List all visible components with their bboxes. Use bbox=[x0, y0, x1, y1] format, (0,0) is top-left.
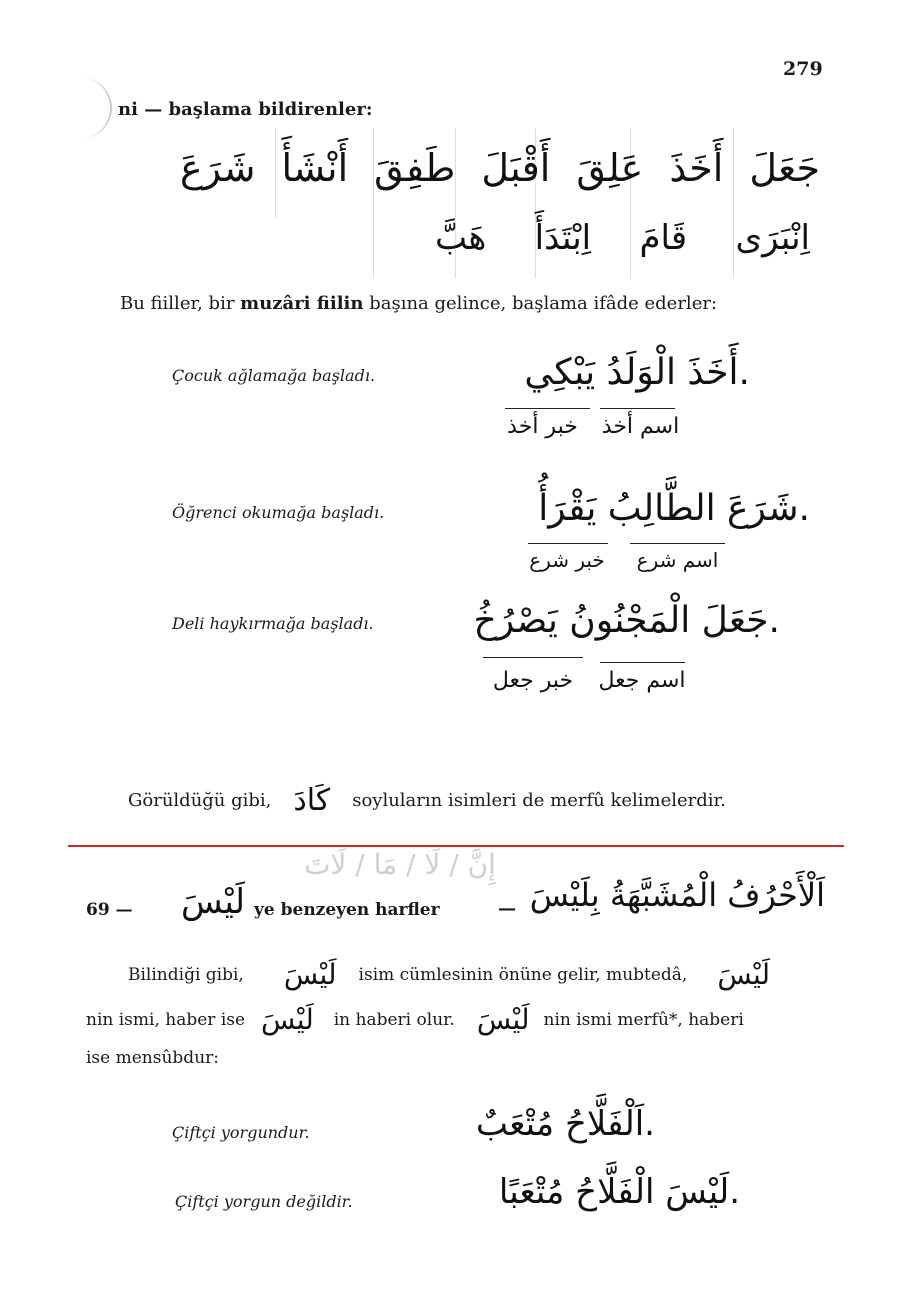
verb-item: عَلِقَ bbox=[576, 146, 644, 190]
example-2-label-khabar: خبر شرع bbox=[529, 548, 605, 572]
example-1-arabic: .أَخَذَ الْوَلَدُ يَبْكِي bbox=[524, 352, 750, 393]
p2-post: nin ismi merfû*, haberi bbox=[543, 1009, 744, 1030]
gorulduğu-pre: Görüldüğü gibi, bbox=[128, 790, 272, 811]
title-rest: başlama bildirenler: bbox=[168, 99, 373, 120]
section-title bbox=[118, 99, 372, 120]
example-1-underline-khabar bbox=[505, 408, 590, 409]
p1-laysa-end: لَيْسَ bbox=[717, 958, 771, 991]
example-2-arabic: .شَرَعَ الطَّالِبُ يَقْرَأُ bbox=[538, 488, 810, 529]
verb-item: قَامَ bbox=[639, 218, 688, 258]
gorulduğu-sentence bbox=[128, 783, 726, 818]
verb-item: اِبْتَدَأَ bbox=[534, 218, 592, 258]
section-69-dash: — bbox=[498, 898, 516, 919]
p2-pre: nin ismi, haber ise bbox=[86, 1009, 246, 1030]
p1-laysa: لَيْسَ bbox=[283, 958, 337, 991]
example-2-underline-khabar bbox=[528, 543, 608, 544]
intro-bold: muzâri fiilin bbox=[240, 293, 364, 314]
verb-item: طَفِقَ bbox=[374, 146, 456, 190]
intro-pre: Bu fiiller, bir bbox=[120, 293, 235, 314]
p1-mid: isim cümlesinin önüne gelir, mubtedâ, bbox=[358, 964, 688, 985]
ex1-arabic: .اَلْفَلَّاحُ مُتْعَبٌ bbox=[475, 1104, 655, 1144]
example-3-label-ism: اسم جعل bbox=[598, 668, 686, 693]
ex2-turkish: Çiftçi yorgun değildir. bbox=[175, 1192, 353, 1211]
verbs-row-1 bbox=[180, 146, 820, 190]
section-69-number: 69 — bbox=[86, 900, 133, 920]
paragraph-line-1 bbox=[128, 958, 828, 991]
verb-item: شَرَعَ bbox=[180, 146, 256, 190]
verb-item: اِنْبَرَى bbox=[735, 218, 810, 258]
example-1-underline-ism bbox=[600, 408, 675, 409]
verb-item: أَخَذَ bbox=[669, 146, 724, 190]
p2-mid: in haberi olur. bbox=[333, 1009, 455, 1030]
title-prefix: ni — bbox=[118, 99, 163, 120]
faint-background-arabic: إِنَّ / لَا / مَا / لَاتَ bbox=[304, 848, 496, 881]
paragraph-line-2 bbox=[86, 1003, 826, 1036]
section-divider bbox=[68, 845, 844, 847]
section-69-arabic-heading: اَلْأَحْرُفُ الْمُشَبَّهَةُ بِلَيْسَ bbox=[529, 876, 825, 914]
example-1-label-khabar: خبر أخذ bbox=[507, 414, 578, 439]
p2-laysa: لَيْسَ bbox=[261, 1003, 314, 1036]
example-3-underline-khabar bbox=[483, 657, 583, 658]
verb-item: أَقْبَلَ bbox=[481, 146, 551, 190]
p2-laysa-2: لَيْسَ bbox=[476, 1003, 530, 1036]
example-3-turkish: Deli haykırmağa başladı. bbox=[172, 614, 374, 633]
intro-post: başına gelince, başlama ifâde ederler: bbox=[369, 293, 718, 314]
example-2-label-ism: اسم شرع bbox=[636, 548, 719, 572]
verb-item: أَنْشَأَ bbox=[281, 146, 349, 190]
section-69-laysa: لَيْسَ bbox=[181, 882, 245, 922]
paragraph-line-3: ise mensûbdur: bbox=[86, 1048, 219, 1068]
margin-bracket bbox=[80, 78, 112, 138]
page-number: 279 bbox=[783, 58, 823, 80]
gorulduğu-arabic: كَادَ bbox=[293, 783, 331, 818]
intro-sentence bbox=[120, 293, 717, 314]
p1-pre: Bilindiği gibi, bbox=[128, 964, 244, 985]
ex1-turkish: Çiftçi yorgundur. bbox=[172, 1123, 310, 1142]
example-3-underline-ism bbox=[600, 662, 685, 663]
verb-item: جَعَلَ bbox=[749, 146, 820, 190]
example-1-turkish: Çocuk ağlamağa başladı. bbox=[172, 366, 376, 385]
ex2-arabic: .لَيْسَ الْفَلَّاحُ مُتْعَبًا bbox=[498, 1172, 740, 1212]
gorulduğu-post: soyluların isimleri de merfû kelimelerdir. bbox=[352, 790, 726, 811]
verb-item: هَبَّ bbox=[435, 218, 487, 258]
verbs-row-2 bbox=[435, 218, 810, 258]
example-3-arabic: .جَعَلَ الْمَجْنُونُ يَصْرُخُ bbox=[473, 600, 780, 641]
example-3-label-khabar: خبر جعل bbox=[492, 668, 574, 693]
example-2-underline-ism bbox=[630, 543, 725, 544]
section-69-heading: ye benzeyen harfler bbox=[254, 900, 440, 920]
example-2-turkish: Öğrenci okumağa başladı. bbox=[172, 503, 385, 522]
example-1-label-ism: اسم أخذ bbox=[601, 414, 680, 439]
